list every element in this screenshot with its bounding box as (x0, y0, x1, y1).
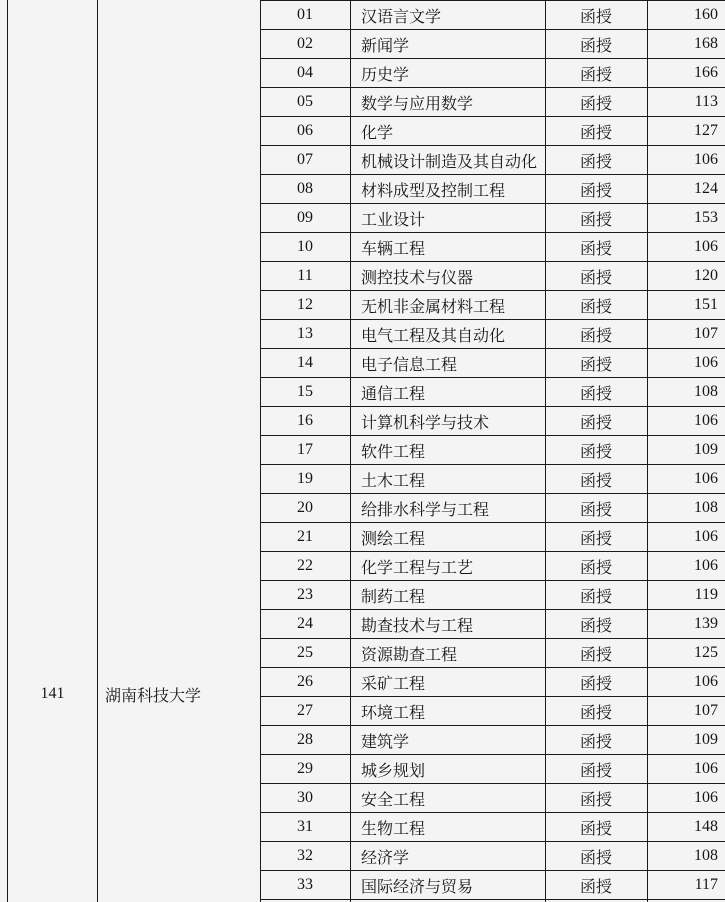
table-row (260, 262, 725, 291)
table-row (260, 233, 725, 262)
table-row (260, 465, 725, 494)
score-line-cell: 106 (694, 760, 718, 777)
major-name-cell: 通信工程 (361, 385, 426, 403)
table-row (260, 204, 725, 233)
major-code-cell: 17 (297, 441, 313, 458)
score-line-cell: 108 (694, 499, 718, 516)
score-line-cell: 160 (694, 6, 718, 23)
table-row (260, 320, 725, 349)
score-line-cell: 106 (694, 412, 718, 429)
table-border-after-code (97, 0, 98, 902)
major-code-cell: 27 (297, 702, 313, 719)
major-name-cell: 资源勘查工程 (361, 646, 458, 664)
score-line-cell: 124 (694, 180, 718, 197)
major-name-cell: 测绘工程 (361, 530, 426, 548)
score-line-cell: 166 (694, 64, 718, 81)
study-mode-cell: 函授 (579, 704, 612, 722)
major-name-cell: 工业设计 (361, 211, 426, 229)
major-name-cell: 给排水科学与工程 (361, 501, 490, 519)
table-row (260, 813, 725, 842)
study-mode-cell: 函授 (579, 530, 612, 548)
major-code-cell: 23 (297, 586, 313, 603)
major-code-cell: 13 (297, 325, 313, 342)
table-row (260, 697, 725, 726)
major-code-cell: 30 (297, 789, 313, 806)
study-mode-cell: 函授 (579, 472, 612, 490)
study-mode-cell: 函授 (579, 298, 612, 316)
study-mode-cell: 函授 (579, 8, 612, 26)
score-line-cell: 106 (694, 673, 718, 690)
score-line-cell: 148 (694, 818, 718, 835)
score-line-cell: 109 (694, 731, 718, 748)
table-row (260, 436, 725, 465)
study-mode-cell: 函授 (579, 182, 612, 200)
study-mode-cell: 函授 (579, 356, 612, 374)
score-line-cell: 139 (694, 615, 718, 632)
major-code-cell: 05 (297, 93, 313, 110)
major-code-cell: 22 (297, 557, 313, 574)
study-mode-cell: 函授 (579, 849, 612, 867)
score-line-cell: 107 (694, 325, 718, 342)
study-mode-cell: 函授 (579, 559, 612, 577)
table-border-left (7, 0, 8, 902)
major-code-cell: 21 (297, 528, 313, 545)
table-row (260, 784, 725, 813)
major-code-cell: 07 (297, 151, 313, 168)
score-line-cell: 107 (694, 702, 718, 719)
study-mode-cell: 函授 (579, 269, 612, 287)
major-rows-table (260, 0, 725, 900)
major-name-cell: 无机非金属材料工程 (361, 298, 506, 316)
major-code-cell: 02 (297, 35, 313, 52)
study-mode-cell: 函授 (579, 675, 612, 693)
score-line-cell: 106 (694, 528, 718, 545)
major-name-cell: 制药工程 (361, 588, 426, 606)
score-line-cell: 106 (694, 557, 718, 574)
major-code-cell: 10 (297, 238, 313, 255)
major-code-cell: 16 (297, 412, 313, 429)
table-row (260, 494, 725, 523)
score-line-cell: 106 (694, 238, 718, 255)
major-name-cell: 城乡规划 (361, 762, 426, 780)
major-code-cell: 04 (297, 64, 313, 81)
major-name-cell: 建筑学 (361, 733, 410, 751)
major-name-cell: 计算机科学与技术 (361, 414, 490, 432)
table-row (260, 581, 725, 610)
major-name-cell: 材料成型及控制工程 (361, 182, 506, 200)
table-row (260, 146, 725, 175)
table-row (260, 523, 725, 552)
major-code-cell: 32 (297, 847, 313, 864)
major-name-cell: 电气工程及其自动化 (361, 327, 506, 345)
table-row (260, 1, 725, 30)
score-line-cell: 108 (694, 383, 718, 400)
score-line-cell: 106 (694, 789, 718, 806)
study-mode-cell: 函授 (579, 617, 612, 635)
major-code-cell: 29 (297, 760, 313, 777)
study-mode-cell: 函授 (579, 95, 612, 113)
major-code-cell: 11 (297, 267, 313, 284)
major-code-cell: 12 (297, 296, 313, 313)
university-name-cell: 湖南科技大学 (105, 687, 202, 705)
major-name-cell: 环境工程 (361, 704, 426, 722)
university-code-cell: 141 (40, 685, 65, 702)
study-mode-cell: 函授 (579, 240, 612, 258)
score-line-cell: 106 (694, 470, 718, 487)
table-row (260, 407, 725, 436)
major-code-cell: 24 (297, 615, 313, 632)
study-mode-cell: 函授 (579, 733, 612, 751)
study-mode-cell: 函授 (579, 443, 612, 461)
major-code-cell: 25 (297, 644, 313, 661)
major-name-cell: 化学 (361, 124, 394, 142)
major-code-cell: 31 (297, 818, 313, 835)
score-line-cell: 109 (694, 441, 718, 458)
major-code-cell: 06 (297, 122, 313, 139)
major-name-cell: 汉语言文学 (361, 8, 442, 26)
score-line-cell: 125 (694, 644, 718, 661)
score-line-cell: 120 (694, 267, 718, 284)
major-code-cell: 20 (297, 499, 313, 516)
major-name-cell: 车辆工程 (361, 240, 426, 258)
table-row (260, 871, 725, 900)
table-row (260, 726, 725, 755)
table-row (260, 291, 725, 320)
table-row (260, 552, 725, 581)
score-line-cell: 108 (694, 847, 718, 864)
study-mode-cell: 函授 (579, 762, 612, 780)
table-row (260, 88, 725, 117)
major-name-cell: 经济学 (361, 849, 410, 867)
table-row (260, 610, 725, 639)
major-code-cell: 09 (297, 209, 313, 226)
study-mode-cell: 函授 (579, 501, 612, 519)
major-name-cell: 勘查技术与工程 (361, 617, 474, 635)
major-name-cell: 安全工程 (361, 791, 426, 809)
table-row (260, 30, 725, 59)
study-mode-cell: 函授 (579, 153, 612, 171)
study-mode-cell: 函授 (579, 385, 612, 403)
major-code-cell: 08 (297, 180, 313, 197)
table-row (260, 842, 725, 871)
table-row (260, 639, 725, 668)
table-row (260, 175, 725, 204)
score-line-cell: 168 (694, 35, 718, 52)
study-mode-cell: 函授 (579, 66, 612, 84)
study-mode-cell: 函授 (579, 37, 612, 55)
major-name-cell: 测控技术与仪器 (361, 269, 474, 287)
study-mode-cell: 函授 (579, 791, 612, 809)
major-name-cell: 数学与应用数学 (361, 95, 474, 113)
major-code-cell: 15 (297, 383, 313, 400)
major-code-cell: 33 (297, 876, 313, 893)
score-line-cell: 153 (694, 209, 718, 226)
table-row (260, 59, 725, 88)
major-code-cell: 01 (297, 6, 313, 23)
major-code-cell: 19 (297, 470, 313, 487)
major-name-cell: 新闻学 (361, 37, 410, 55)
major-code-cell: 14 (297, 354, 313, 371)
table-row (260, 117, 725, 146)
score-line-cell: 127 (694, 122, 718, 139)
score-line-cell: 119 (694, 586, 718, 603)
score-line-cell: 117 (694, 876, 718, 893)
major-name-cell: 土木工程 (361, 472, 426, 490)
major-name-cell: 历史学 (361, 66, 410, 84)
major-code-cell: 26 (297, 673, 313, 690)
study-mode-cell: 函授 (579, 878, 612, 896)
study-mode-cell: 函授 (579, 414, 612, 432)
major-code-cell: 28 (297, 731, 313, 748)
major-name-cell: 机械设计制造及其自动化 (361, 153, 538, 171)
table-row (260, 668, 725, 697)
major-name-cell: 国际经济与贸易 (361, 878, 474, 896)
major-name-cell: 软件工程 (361, 443, 426, 461)
study-mode-cell: 函授 (579, 820, 612, 838)
table-row (260, 378, 725, 407)
study-mode-cell: 函授 (579, 588, 612, 606)
major-name-cell: 化学工程与工艺 (361, 559, 474, 577)
score-line-cell: 106 (694, 151, 718, 168)
score-line-cell: 106 (694, 354, 718, 371)
score-line-cell: 151 (694, 296, 718, 313)
study-mode-cell: 函授 (579, 211, 612, 229)
study-mode-cell: 函授 (579, 124, 612, 142)
major-name-cell: 电子信息工程 (361, 356, 458, 374)
major-name-cell: 生物工程 (361, 820, 426, 838)
study-mode-cell: 函授 (579, 327, 612, 345)
score-line-cell: 113 (694, 93, 718, 110)
major-name-cell: 采矿工程 (361, 675, 426, 693)
table-row (260, 349, 725, 378)
table-row (260, 755, 725, 784)
study-mode-cell: 函授 (579, 646, 612, 664)
